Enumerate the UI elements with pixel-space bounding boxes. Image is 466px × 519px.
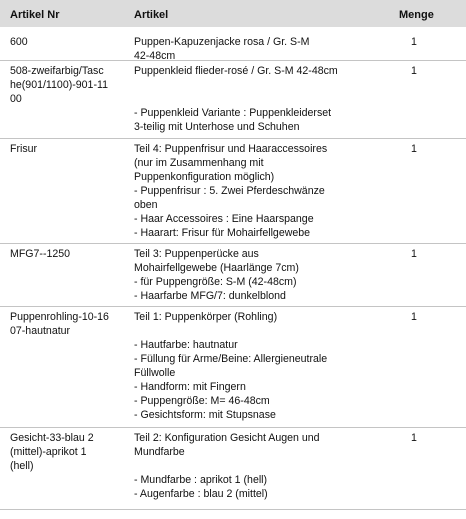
artikel-line: Mohairfellgewebe (Haarlänge 7cm) <box>134 262 299 274</box>
table-bottom-divider <box>0 509 466 510</box>
cell-artikel-nr: Puppenrohling-10-16 07-hautnatur <box>10 311 109 337</box>
artikel-line: oben <box>134 199 158 211</box>
artikel-line: - Handform: mit Fingern <box>134 381 246 393</box>
artikel-line: Puppen-Kapuzenjacke rosa / Gr. S-M <box>134 36 310 48</box>
artikel-line: - Puppengröße: M= 46-48cm <box>134 395 270 407</box>
artikel-line: - für Puppengröße: S-M (42-48cm) <box>134 276 297 288</box>
artikel-line: - Haar Accessoires : Eine Haarspange <box>134 213 314 225</box>
artikel-line: Teil 1: Puppenkörper (Rohling) <box>134 311 278 323</box>
artikel-line: 42-48cm <box>134 50 176 62</box>
cell-menge: 1 <box>411 36 417 48</box>
artikel-line: Teil 4: Puppenfrisur und Haaraccessoires <box>134 143 328 155</box>
artikel-line: Teil 3: Puppenperücke aus <box>134 248 259 260</box>
cell-artikel-nr: Gesicht-33-blau 2 (mittel)-aprikot 1 (hell) <box>10 432 94 472</box>
row-divider <box>0 427 466 428</box>
cell-artikel <box>134 247 399 303</box>
artikel-line: Mundfarbe <box>134 446 185 458</box>
cell-artikel-nr: 508-zweifarbig/Tasc he(901/1100)-901-11 00 <box>10 65 108 105</box>
cell-artikel-nr: 600 <box>10 36 28 48</box>
artikel-line: - Mundfarbe : aprikot 1 (hell) <box>134 474 268 486</box>
cell-artikel <box>134 35 399 63</box>
cell-menge: 1 <box>411 432 417 444</box>
artikel-line: - Hautfarbe: hautnatur <box>134 339 238 351</box>
artikel-line: Puppenkleid flieder-rosé / Gr. S-M 42-48cm <box>134 65 338 77</box>
artikel-line: - Haarfarbe MFG/7: dunkelblond <box>134 290 286 302</box>
row-divider <box>0 138 466 139</box>
column-header-artikel-nr: Artikel Nr <box>10 9 60 21</box>
artikel-line: 3-teilig mit Unterhose und Schuhen <box>134 121 300 133</box>
artikel-line: - Puppenkleid Variante : Puppenkleiderset <box>134 107 332 119</box>
artikel-line: - Füllung für Arme/Beine: Allergieneutrale <box>134 353 328 365</box>
artikel-line: (nur im Zusammenhang mit <box>134 157 264 169</box>
row-divider <box>0 306 466 307</box>
artikel-line: - Puppenfrisur : 5. Zwei Pferdeschwänze <box>134 185 325 197</box>
artikel-line: - Augenfarbe : blau 2 (mittel) <box>134 488 268 500</box>
artikel-line: - Haarart: Frisur für Mohairfellgewebe <box>134 227 311 239</box>
artikel-line <box>134 78 399 92</box>
cell-artikel <box>134 310 399 422</box>
column-header-menge: Menge <box>399 9 434 21</box>
artikel-line <box>134 324 399 338</box>
artikel-line <box>134 92 399 106</box>
table-header <box>0 0 466 27</box>
cell-artikel <box>134 142 399 240</box>
artikel-line <box>134 459 399 473</box>
artikel-line: Puppenkonfiguration möglich) <box>134 171 275 183</box>
row-divider <box>0 243 466 244</box>
artikel-line: - Gesichtsform: mit Stupsnase <box>134 409 276 421</box>
column-header-artikel: Artikel <box>134 9 169 21</box>
cell-artikel-nr: Frisur <box>10 143 38 155</box>
cell-artikel-nr: MFG7--1250 <box>10 248 71 260</box>
cell-menge: 1 <box>411 248 417 260</box>
row-divider <box>0 60 466 61</box>
cell-menge: 1 <box>411 311 417 323</box>
cell-artikel <box>134 431 399 501</box>
cell-menge: 1 <box>411 65 417 77</box>
cell-artikel <box>134 64 399 134</box>
cell-menge: 1 <box>411 143 417 155</box>
artikel-line: Füllwolle <box>134 367 176 379</box>
artikel-line: Teil 2: Konfiguration Gesicht Augen und <box>134 432 320 444</box>
